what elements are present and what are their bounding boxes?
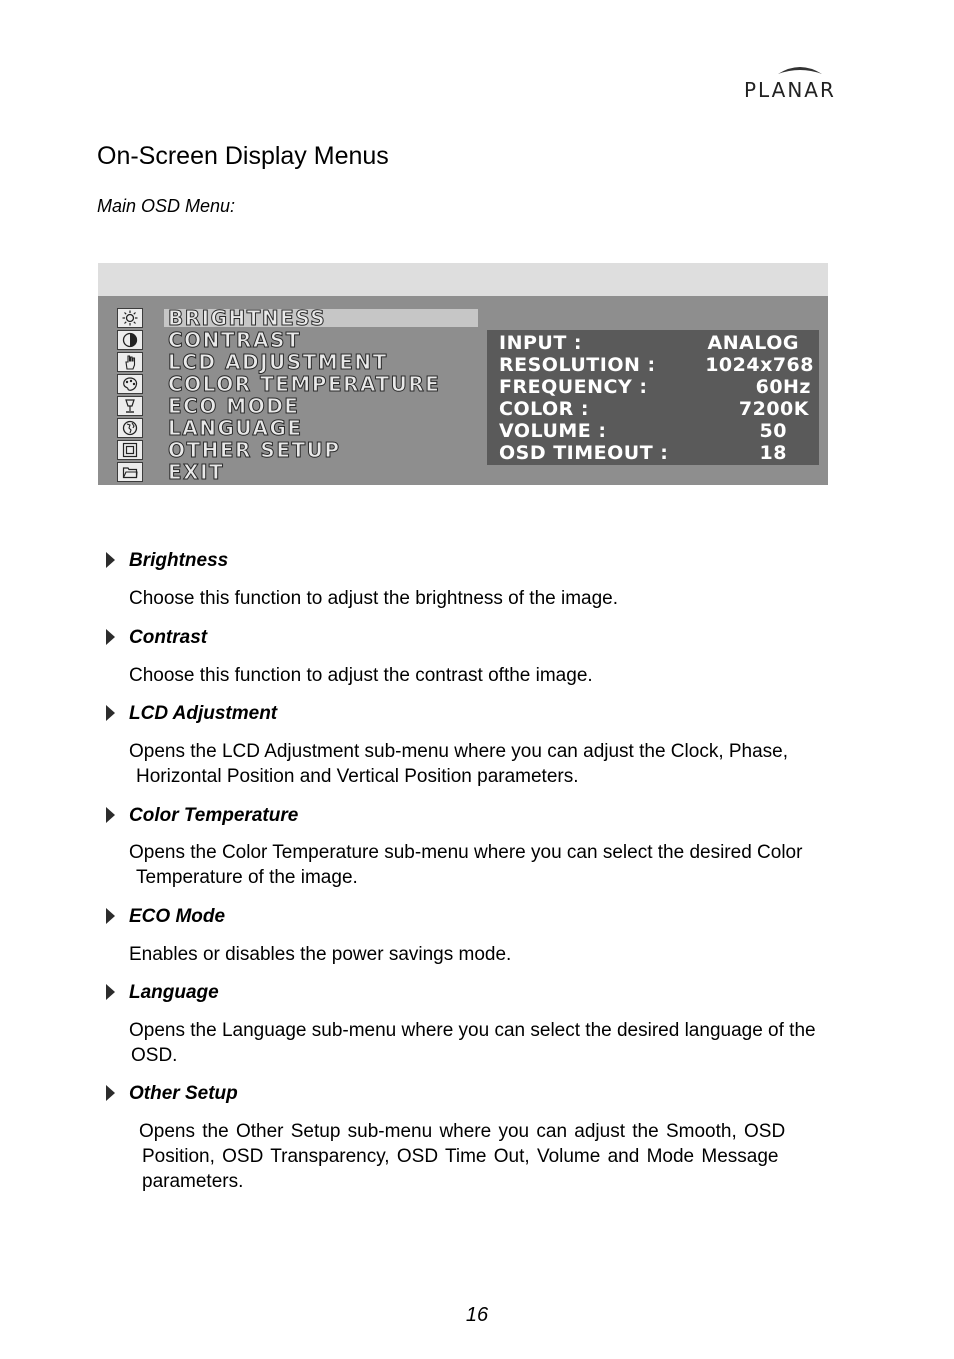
logo-text: PLANAR bbox=[744, 78, 836, 102]
bullet-arrow-icon bbox=[106, 908, 115, 924]
section-title-color-temperature: Color Temperature bbox=[129, 805, 299, 826]
osd-menu bbox=[98, 263, 828, 485]
osd-info-panel bbox=[487, 330, 819, 465]
bullet-arrow-icon bbox=[106, 1085, 115, 1101]
page-number: 16 bbox=[465, 1304, 489, 1326]
info-value: 1024x768 bbox=[705, 354, 814, 376]
osd-item-contrast[interactable]: CONTRAST bbox=[168, 328, 301, 352]
info-value: ANALOG bbox=[707, 332, 799, 354]
section-title-eco-mode: ECO Mode bbox=[129, 906, 226, 927]
osd-item-eco-mode[interactable]: ECO MODE bbox=[168, 394, 300, 418]
folder-icon[interactable] bbox=[117, 462, 143, 482]
section-desc: Opens the Color Temperature sub-menu where you can select the desired Color Temperature of the image. bbox=[129, 842, 803, 888]
section-desc: Opens the Language sub-menu where you can select the desired language of the OSD. bbox=[129, 1020, 816, 1066]
section-title-other-setup: Other Setup bbox=[129, 1083, 238, 1104]
bullet-arrow-icon bbox=[106, 807, 115, 823]
section-desc: Choose this function to adjust the brightness of the image. bbox=[129, 588, 619, 609]
subtitle: Main OSD Menu: bbox=[97, 196, 236, 216]
sun-icon[interactable] bbox=[117, 308, 143, 328]
section-desc: Opens the LCD Adjustment sub-menu where you can adjust the Clock, Phase, Horizontal Position and Vertical Position parameters. bbox=[129, 741, 789, 787]
hand-icon[interactable] bbox=[117, 352, 143, 372]
globe-icon[interactable] bbox=[117, 418, 143, 438]
palette-icon[interactable] bbox=[117, 374, 143, 394]
section-desc: Choose this function to adjust the contrast ofthe image. bbox=[129, 665, 593, 686]
info-value: 7200K bbox=[738, 398, 809, 420]
osd-item-color-temperature[interactable]: COLOR TEMPERATURE bbox=[168, 372, 441, 396]
info-value: 18 bbox=[759, 442, 787, 464]
info-label: OSD TIMEOUT : bbox=[499, 442, 669, 464]
info-label: FREQUENCY : bbox=[499, 376, 648, 398]
lamp-icon[interactable] bbox=[117, 396, 143, 416]
info-label: INPUT : bbox=[499, 332, 582, 354]
osd-item-exit[interactable]: EXIT bbox=[168, 460, 225, 484]
planar-logo bbox=[740, 62, 860, 102]
info-label: VOLUME : bbox=[499, 420, 607, 442]
info-value: 50 bbox=[759, 420, 787, 442]
bullet-arrow-icon bbox=[106, 984, 115, 1000]
bullet-arrow-icon bbox=[106, 705, 115, 721]
section-title-brightness: Brightness bbox=[129, 550, 229, 571]
section-title-language: Language bbox=[129, 982, 219, 1003]
bullet-arrow-icon bbox=[106, 629, 115, 645]
section-desc: Opens the Other Setup sub-menu where you can adjust the Smooth, OSD Position, OSD Transparency, OSD Time Out, Volume and Mode Message parameters. bbox=[139, 1121, 786, 1192]
osd-item-brightness[interactable]: BRIGHTNESS bbox=[168, 306, 327, 330]
contrast-icon[interactable] bbox=[117, 330, 143, 350]
page-title: On-Screen Display Menus bbox=[97, 142, 389, 170]
section-title-lcd-adjustment: LCD Adjustment bbox=[129, 703, 278, 724]
bullet-arrow-icon bbox=[106, 552, 115, 568]
section-title-contrast: Contrast bbox=[129, 627, 208, 648]
osd-title-bar bbox=[98, 263, 828, 296]
osd-item-lcd-adjustment[interactable]: LCD ADJUSTMENT bbox=[168, 350, 388, 374]
info-label: RESOLUTION : bbox=[499, 354, 656, 376]
swoosh-icon bbox=[776, 62, 824, 76]
osd-item-other-setup[interactable]: OTHER SETUP bbox=[168, 438, 341, 462]
info-label: COLOR : bbox=[499, 398, 590, 420]
section-desc: Enables or disables the power savings mode. bbox=[129, 944, 512, 965]
osd-item-language[interactable]: LANGUAGE bbox=[168, 416, 303, 440]
monitor-icon[interactable] bbox=[117, 440, 143, 460]
info-value: 60Hz bbox=[755, 376, 811, 398]
